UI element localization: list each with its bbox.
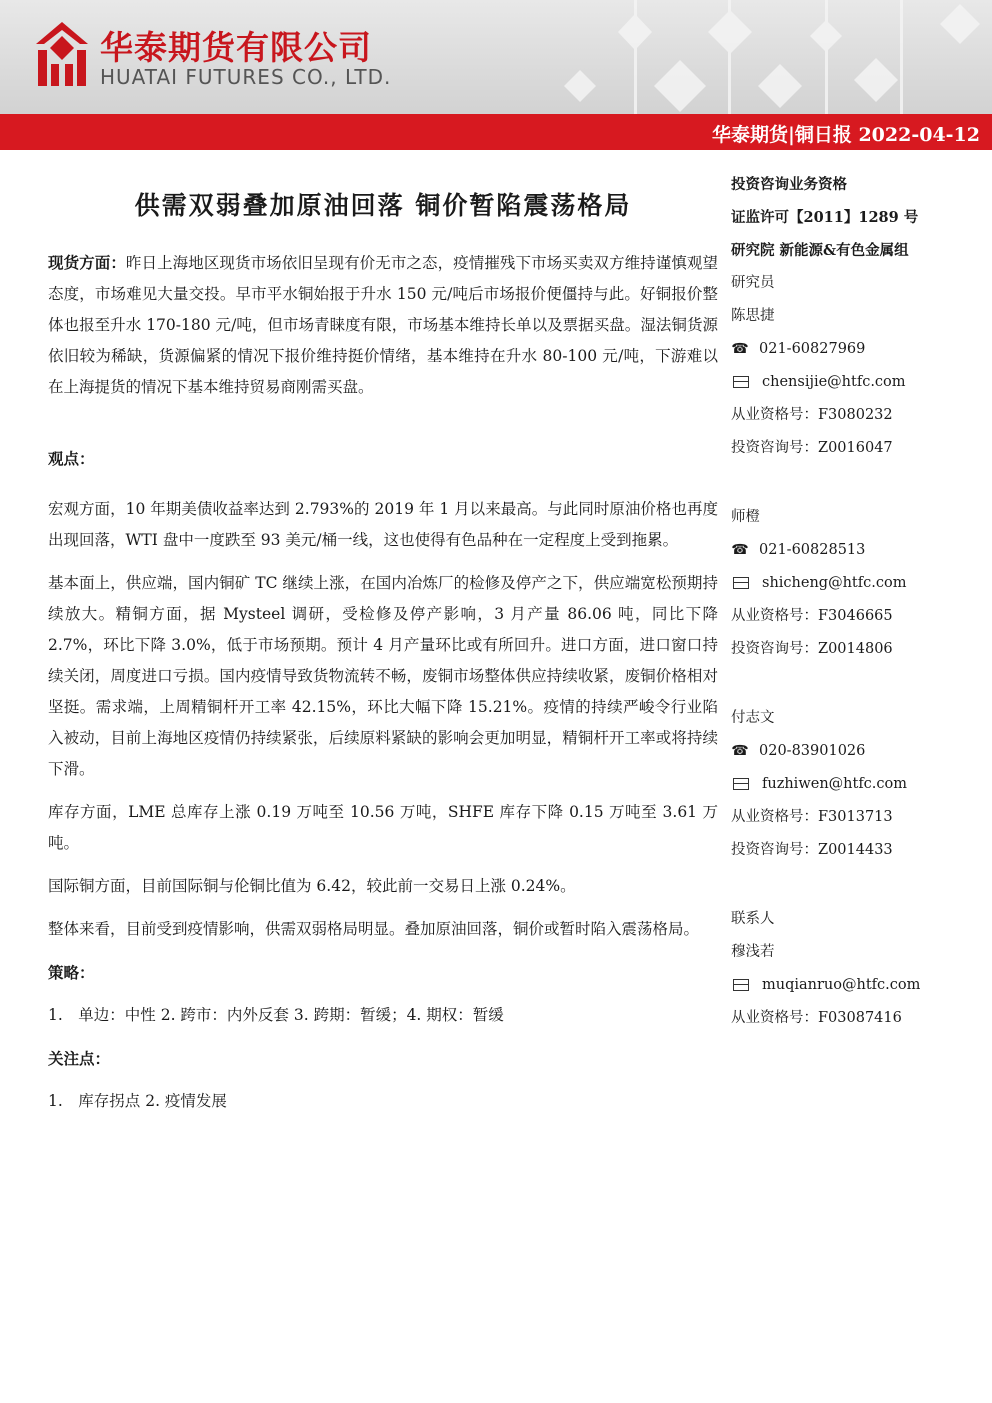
analyst-phone: ☎ 021-60828513: [731, 534, 981, 567]
article-body: [48, 247, 718, 1117]
envelope-icon: [733, 577, 749, 589]
spot-paragraph: [48, 247, 718, 403]
analyst-license: 从业资格号：F3013713: [731, 809, 893, 825]
strategy-heading: 策略：: [48, 963, 95, 982]
qualification-line-1: 投资咨询业务资格: [731, 176, 847, 193]
envelope-icon: [733, 979, 749, 991]
contact-name: 穆浅若: [731, 944, 775, 960]
report-title-bar: [0, 114, 992, 150]
header-decoration: [520, 0, 992, 114]
role-label: 研究员: [731, 275, 775, 291]
report-line: 华泰期货|铜日报 2022-04-12: [711, 124, 980, 146]
analyst-advisory: 投资咨询号：Z0016047: [731, 440, 893, 456]
strategy-text: 1. 单边：中性 2. 跨市：内外反套 3. 跨期：暂缓；4. 期权：暂缓: [48, 1006, 504, 1024]
analyst-license: 从业资格号：F3046665: [731, 608, 893, 624]
analyst-name: 陈思捷: [731, 308, 775, 324]
contact-label: 联系人: [731, 911, 775, 927]
analyst-sidebar: [731, 168, 981, 1035]
analyst-advisory: 投资咨询号：Z0014806: [731, 641, 893, 657]
institute-name: 研究院 新能源&有色金属组: [731, 242, 909, 259]
article-title: 供需双弱叠加原油回落 铜价暂陷震荡格局: [134, 191, 632, 220]
inventory-paragraph: 库存方面，LME 总库存上涨 0.19 万吨至 10.56 万吨，SHFE 库存下降 0.15 万吨至 3.61 万吨。: [48, 803, 718, 852]
contact-license: 从业资格号：F03087416: [731, 1010, 902, 1026]
phone-icon: ☎: [731, 743, 749, 759]
fundamental-paragraph: 基本面上，供应端，国内铜矿 TC 继续上涨，在国内冶炼厂的检修及停产之下，供应端宽松预期持续放大。精铜方面，据 Mysteel 调研，受检修及停产影响，3 月产量 86.06 吨，同比下降 2.7%，环比下降 3.0%，低于市场预期。预计 4 月产量环比或有所回升。进口方面，进口窗口持续关闭，周度进口亏损。国内疫情导致货物流转不畅，废铜市场整体供应持续收紧，废铜价格相对坚挺。需求端，上周精铜杆开工率 42.15%，环比大幅下降 15.21%。疫情的持续严峻令行业陷入被动，目前上海地区疫情仍持续紧张，后续原料紧缺的影响会更加明显，精铜杆开工率或将持续下滑。: [48, 574, 718, 778]
analyst-advisory: 投资咨询号：Z0014433: [731, 842, 893, 858]
analyst-email[interactable]: chensijie@htfc.com: [731, 366, 981, 399]
focus-heading: 关注点：: [48, 1049, 111, 1068]
company-name-cn: 华泰期货有限公司: [100, 28, 372, 67]
report-header: [0, 0, 992, 114]
analyst-email[interactable]: shicheng@htfc.com: [731, 567, 981, 600]
analyst-name: 付志文: [731, 710, 775, 726]
phone-icon: ☎: [731, 542, 749, 558]
overall-paragraph: 整体来看，目前受到疫情影响，供需双弱格局明显。叠加原油回落，铜价或暂时陷入震荡格局。: [48, 920, 700, 938]
focus-text: 1. 库存拐点 2. 疫情发展: [48, 1092, 227, 1110]
phone-icon: ☎: [731, 341, 749, 357]
analyst-name: 师橙: [731, 509, 760, 525]
intl-copper-paragraph: 国际铜方面，目前国际铜与伦铜比值为 6.42，较此前一交易日上涨 0.24%。: [48, 877, 576, 895]
huatai-logo-icon: [34, 20, 90, 88]
spot-text: 昨日上海地区现货市场依旧呈现有价无市之态，疫情摧残下市场买卖双方维持谨慎观望态度，市场难见大量交投。早市平水铜始报于升水 150 元/吨后市场报价便僵持与此。好铜报价整体也报至升水 170-180 元/吨，但市场青睐度有限，市场基本维持长单以及票据买盘。湿法铜货源依旧较为稀缺，货源偏紧的情况下报价维持挺价情绪，基本维持在升水 80-100 元/吨，下游难以在上海提货的情况下基本维持贸易商刚需买盘。: [48, 254, 718, 396]
envelope-icon: [733, 778, 749, 790]
analyst-email[interactable]: fuzhiwen@htfc.com: [731, 768, 981, 801]
spot-label: 现货方面：: [48, 253, 126, 272]
contact-email[interactable]: muqianruo@htfc.com: [731, 969, 981, 1002]
analyst-phone: ☎ 021-60827969: [731, 333, 981, 366]
qualification-line-2: 证监许可【2011】1289 号: [731, 209, 919, 226]
analyst-phone: ☎ 020-83901026: [731, 735, 981, 768]
macro-paragraph: 宏观方面，10 年期美债收益率达到 2.793%的 2019 年 1 月以来最高。与此同时原油价格也再度出现回落，WTI 盘中一度跌至 93 美元/桶一线，这也使得有色品种在一定程度上受到拖累。: [48, 500, 718, 549]
envelope-icon: [733, 376, 749, 388]
analyst-license: 从业资格号：F3080232: [731, 407, 893, 423]
company-name-en: HUATAI FUTURES CO., LTD.: [100, 65, 392, 89]
view-heading: 观点：: [48, 449, 95, 468]
